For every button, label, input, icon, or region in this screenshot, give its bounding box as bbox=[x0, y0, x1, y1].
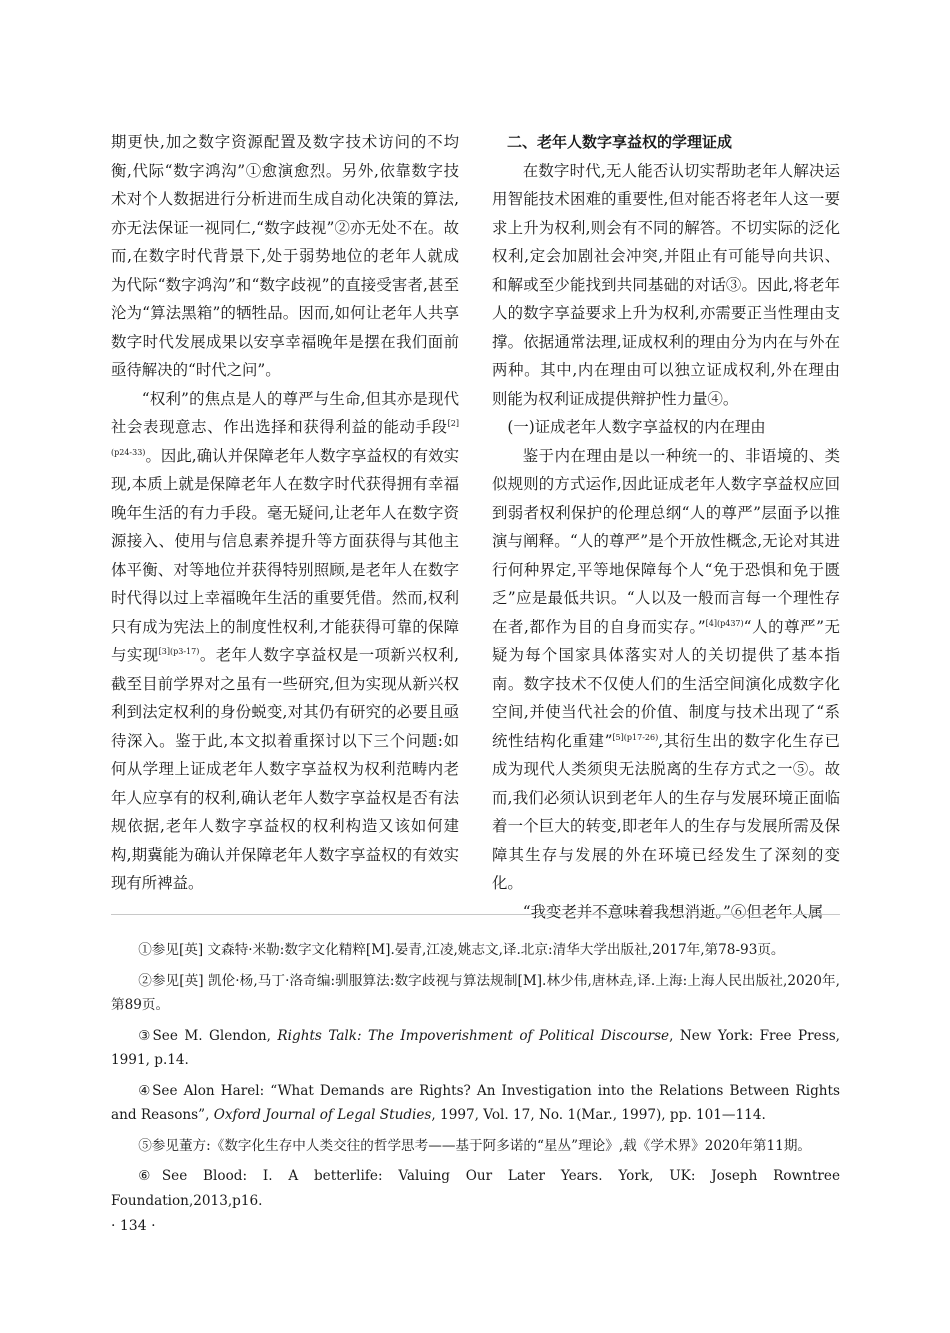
footnote-4 bbox=[111, 1079, 840, 1128]
body-paragraph: 期更快,加之数字资源配置及数字技术访问的不均衡,代际“数字鸿沟”①愈演愈烈。另外,依靠数字技术对个人数据进行分析进而生成自动化决策的算法,亦无法保证一视同仁,“数字歧视”②亦无处不在。故而,在数字时代背景下,处于弱势地位的老年人就成为代际“数字鸿沟”和“数字歧视”的直接受害者,甚至沦为“算法黑箱”的牺牲品。因而,如何让老年人共享数字时代发展成果以安享幸福晚年是摆在我们面前亟待解决的“时代之问”。 bbox=[111, 133, 459, 379]
body-text: ,其衍生出的数字化生存已成为现代人类须臾无法脱离的生存方式之一⑤。故而,我们必须认识到老年人的生存与发展环境正面临着一个巨大的转变,即老年人的生存与发展所需及保障其生存与发展的外在环境已经发生了深刻的变化。 bbox=[492, 731, 840, 892]
right-column bbox=[492, 128, 840, 926]
body-text: 。因此,确认并保障老年人数字享益权的有效实现,本质上就是保障老年人在数字时代获得拥有幸福晚年生活的有力手段。毫无疑问,让老年人在数字资源接入、使用与信息素养提升等方面获得与其他主体平衡、对等地位并获得特别照顾,是老年人在数字时代得以过上幸福晚年生活的重要凭借。然而,权利只有成为宪法上的制度性权利,才能获得可靠的保障与实现 bbox=[111, 446, 459, 664]
body-text: 鉴于内在理由是以一种统一的、非语境的、类似规则的方式运作,因此证成老年人数字享益权应回到弱者权利保护的伦理总纲“人的尊严”层面予以推演与阐释。“人的尊严”是个开放性概念,无论对其进行何种界定,平等地保障每个人“免于恐惧和免于匮乏”应是最低共识。“人以及一般而言每一个理性存在者,都作为目的自身而实存。” bbox=[492, 446, 840, 636]
footnotes bbox=[111, 938, 840, 1219]
citation-mark: [2](p24-33) bbox=[111, 418, 459, 457]
footnote-text: , New York: Free Press, 1991, p.14. bbox=[111, 1027, 840, 1068]
footnote-text: ③See M. Glendon, bbox=[138, 1027, 278, 1044]
footnote-2: ②参见[英] 凯伦·杨,马丁·洛奇编:驯服算法:数字歧视与算法规制[M].林少伟,唐林垚,译.上海:上海人民出版社,2020年,第89页。 bbox=[111, 972, 840, 1013]
body-paragraph bbox=[492, 442, 840, 898]
footnote-6: ⑥See Blood: I. A betterlife: Valuing Our Later Years. York, UK: Joseph Rowntree Foundation,2013,p16. bbox=[111, 1168, 840, 1209]
footnote-text: , 1997, Vol. 17, No. 1(Mar., 1997), pp. 101—114. bbox=[431, 1107, 766, 1123]
body-text: 。老年人数字享益权是一项新兴权利,截至目前学界对之虽有一些研究,但为实现从新兴权利到法定权利的身份蜕变,对其仍有研究的必要且亟待深入。鉴于此,本文拟着重探讨以下三个问题:如何从学理上证成老年人数字享益权为权利范畴内老年人应享有的权利,确认老年人数字享益权是否有法规依据,老年人数字享益权的权利构造又该如何建构,期冀能为确认并保障老年人数字享益权的有效实现有所裨益。 bbox=[111, 646, 459, 892]
page-number: · 134 · bbox=[111, 1218, 156, 1234]
body-text: “权利”的焦点是人的尊严与生命,但其亦是现代社会表现意志、作出选择和获得利益的能动手段 bbox=[111, 389, 459, 436]
footnote-text: ④See Alon Harel: “What Demands are Rights? An Investigation into the Relations Between Rights and Reasons”, bbox=[111, 1082, 840, 1123]
body-paragraph: “我变老并不意味着我想消逝。”⑥但老年人属 bbox=[522, 902, 824, 921]
footnote-5: ⑤参见董方:《数字化生存中人类交往的哲学思考——基于阿多诺的“星丛”理论》,载《学术界》2020年第11期。 bbox=[138, 1137, 812, 1154]
footnote-divider bbox=[111, 914, 840, 915]
section-heading: 二、老年人数字享益权的学理证成 bbox=[507, 133, 733, 151]
footnote-3 bbox=[111, 1024, 840, 1073]
book-title: Rights Talk: The Impoverishment of Political Discourse bbox=[277, 1027, 670, 1044]
body-paragraph bbox=[111, 385, 459, 898]
citation-mark: [5](p17-26) bbox=[612, 732, 659, 742]
citation-mark: [3](p3-17) bbox=[158, 646, 200, 656]
left-column bbox=[111, 128, 459, 898]
journal-title: Oxford Journal of Legal Studies bbox=[213, 1107, 432, 1123]
body-paragraph: 在数字时代,无人能否认切实帮助老年人解决运用智能技术困难的重要性,但对能否将老年人这一要求上升为权利,则会有不同的解答。不切实际的泛化权利,定会加剧社会冲突,并阻止有可能导向共识、和解或至少能找到共同基础的对话③。因此,将老年人的数字享益要求上升为权利,亦需要正当性理由支撑。依据通常法理,证成权利的理由分为内在与外在两种。其中,内在理由可以独立证成权利,外在理由则能为权利证成提供辩护性力量④。 bbox=[492, 161, 840, 408]
citation-mark: [4](p437) bbox=[705, 618, 744, 628]
footnote-1: ①参见[英] 文森特·米勒:数字文化精粹[M].晏青,江凌,姚志文,译.北京:清华大学出版社,2017年,第78-93页。 bbox=[138, 942, 785, 958]
body-text: “人的尊严”无疑为每个国家具体落实对人的关切提供了基本指南。数字技术不仅使人们的生活空间演化成数字化空间,并使当代社会的价值、制度与技术出现了“系统性结构化重建” bbox=[492, 617, 840, 750]
subsection-heading: (一)证成老年人数字享益权的内在理由 bbox=[507, 418, 766, 436]
